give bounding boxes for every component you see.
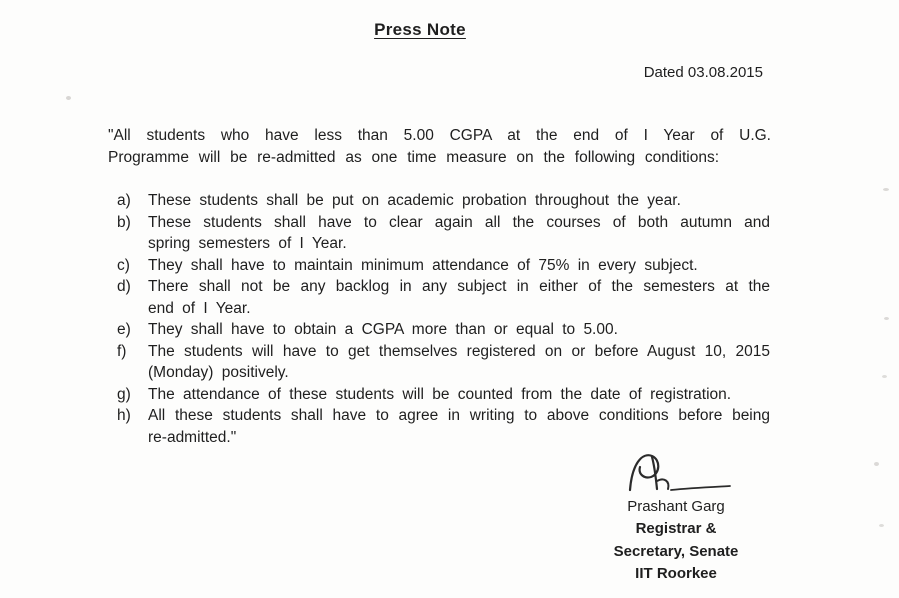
condition-text: These students shall have to clear again all the courses of both autumn and spring semesters of I Year. <box>148 213 770 252</box>
condition-item-h <box>117 405 770 448</box>
condition-label: e) <box>117 321 131 338</box>
scan-speck <box>879 524 884 527</box>
intro-paragraph: "All students who have less than 5.00 CGPA at the end of I Year of U.G. Programme will be re-admitted as one time measure on the following conditions: <box>108 127 771 166</box>
page-title: Press Note <box>374 20 466 39</box>
signature-block <box>571 448 781 586</box>
scan-speck <box>66 96 71 100</box>
condition-text: They shall have to maintain minimum attendance of 75% in every subject. <box>148 256 698 274</box>
condition-label: c) <box>117 256 130 274</box>
condition-item-g <box>117 384 770 406</box>
condition-label: a) <box>117 192 131 209</box>
scan-speck <box>883 188 889 191</box>
condition-label: b) <box>117 213 131 231</box>
condition-label: d) <box>117 278 131 295</box>
signatory-title-registrar: Registrar & <box>635 520 717 537</box>
condition-label: h) <box>117 407 131 424</box>
condition-item-f <box>117 341 770 384</box>
condition-text: The attendance of these students will be counted from the date of registration. <box>148 385 732 403</box>
conditions-list <box>117 190 770 448</box>
condition-text: They shall have to obtain a CGPA more than or equal to 5.00. <box>148 321 618 338</box>
scan-speck <box>884 317 889 320</box>
condition-item-e <box>117 319 770 341</box>
condition-item-c <box>117 255 770 277</box>
condition-text: The students will have to get themselves registered on or before August 10, 2015 (Monday) positively. <box>148 342 770 381</box>
condition-text: There shall not be any backlog in any subject in either of the semesters at the end of I Year. <box>148 278 770 317</box>
condition-item-d <box>117 276 770 319</box>
date-line: Dated 03.08.2015 <box>643 64 763 81</box>
signatory-name: Prashant Garg <box>627 498 725 515</box>
condition-label: g) <box>117 385 131 403</box>
condition-item-b <box>117 212 770 255</box>
condition-text: These students shall be put on academic probation throughout the year. <box>148 192 681 209</box>
handwritten-signature-icon <box>616 448 736 494</box>
scan-speck <box>874 462 879 466</box>
signatory-title-secretary: Secretary, Senate <box>613 542 739 560</box>
signatory-institute: IIT Roorkee <box>635 565 717 582</box>
condition-label: f) <box>117 342 127 360</box>
condition-item-a <box>117 190 770 212</box>
scan-speck <box>882 375 887 378</box>
title-row <box>0 0 840 40</box>
condition-text: All these students shall have to agree in writing to above conditions before being re-admitted." <box>148 407 770 446</box>
